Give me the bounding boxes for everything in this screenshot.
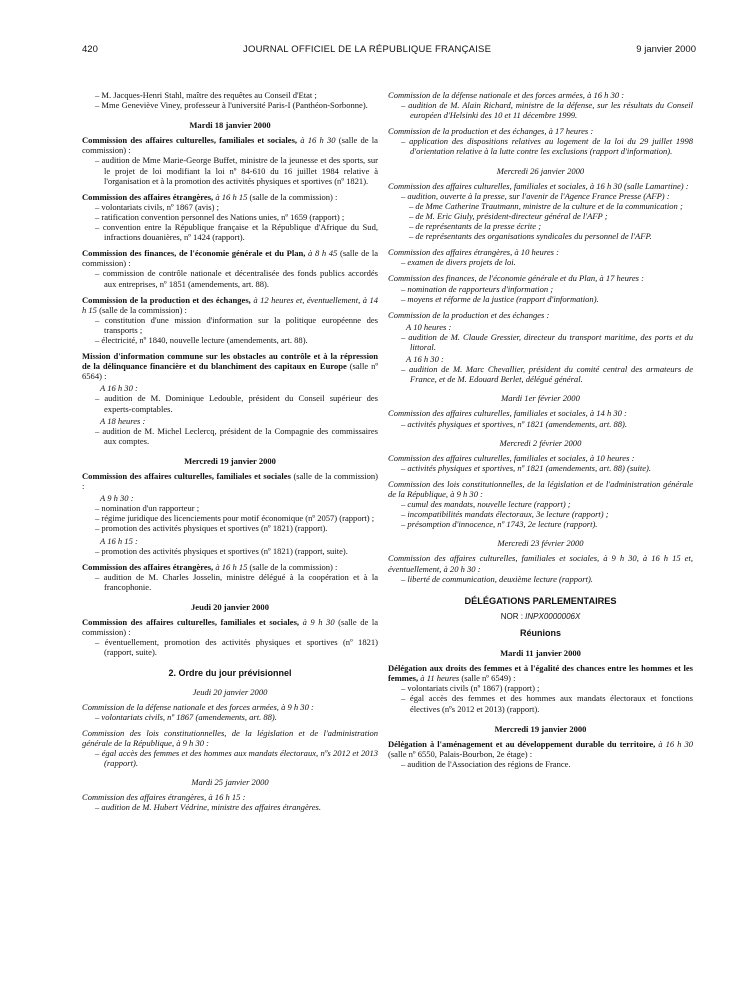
commission-name: Commission des affaires étrangères, [82,561,214,572]
list-item: – Mme Geneviève Viney, professeur à l'université Paris-I (Panthéon-Sorbonne). [82,100,378,110]
commission-entry: Commission des affaires étrangères, à 10 heures : [388,247,559,258]
list-item: – ratification convention personnel des Nations unies, nº 1659 (rapport) ; [82,212,378,222]
list-item: – commission de contrôle nationale et décentralisée des fonds publics accordés aux entreprises, nº 1851 (amendements, art. 88). [82,268,378,288]
date-heading: Mardi 18 janvier 2000 [189,120,271,131]
commission-name: Commission de la production et des échanges, [82,294,251,305]
list-item: – nomination de rapporteurs d'information ; [388,284,693,294]
list-item: – électricité, nº 1840, nouvelle lecture (amendements, art. 88). [82,335,378,345]
list-item: – moyens et réforme de la justice (rapport d'information). [388,294,693,304]
commission-name: Délégation aux droits des femmes et à l'égalité des chances entre les hommes et les femmes, [388,663,693,684]
session-time: à 16 h 30 [658,738,693,749]
commission-entry: Commission de la production et des échanges, à 17 heures : [388,126,594,137]
list-item: – audition de M. Charles Josselin, ministre délégué à la coopération et à la francophonie. [82,572,378,592]
list-item: – liberté de communication, deuxième lecture (rapport). [388,574,693,584]
list-item: – audition de M. Alain Richard, ministre de la défense, sur les résultats du Conseil européen d'Helsinki des 10 et 11 décembre 1999. [388,100,693,120]
commission-name: Commission des affaires culturelles, familiales et sociales [82,471,291,481]
list-item: – volontariats civils (nº 1867) (rapport) ; [388,683,693,693]
left-column [82,90,378,813]
date-heading: Mercredi 26 janvier 2000 [496,165,585,176]
commission-name: Commission des finances, de l'économie générale et du Plan, [82,248,306,259]
commission-entry [388,663,693,683]
commission-entry: Commission des lois constitutionnelles, de la législation et de l'administration générale de la République, à 9 h 30 : [388,478,693,499]
list-item: – cumul des mandats, nouvelle lecture (rapport) ; [388,499,693,509]
list-item: – volontariats civils, nº 1867 (amendements, art. 88). [82,712,378,722]
commission-entry: Commission de la défense nationale et des forces armées, à 9 h 30 : [82,701,314,712]
list-item: – activités physiques et sportives, nº 1821 (amendements, art. 88). [388,419,693,429]
session-room: (salle nº 6564) : [82,361,378,382]
commission-entry: Commission des affaires étrangères, à 16 h 15 : [82,792,246,803]
date-heading: Mercredi 23 février 2000 [497,538,584,549]
list-item: – audition de M. Claude Gressier, directeur du transport maritime, des ports et du littoral. [388,332,693,352]
list-item: – activités physiques et sportives, nº 1821 (amendements, art. 88) (suite). [388,463,693,473]
commission-name: Commission des affaires étrangères, [82,191,214,202]
list-item: – égal accès des femmes et des hommes aux mandats électoraux, nºs 2012 et 2013 (rapport). [82,748,378,768]
page-number: 420 [82,43,98,55]
commission-entry [82,471,378,491]
list-item: – examen de divers projets de loi. [388,257,693,267]
date-heading: Mercredi 19 janvier 2000 [494,723,587,734]
journal-title: JOURNAL OFFICIEL DE LA RÉPUBLIQUE FRANÇAISE [243,43,492,55]
commission-entry [82,135,378,155]
commission-name: Délégation à l'aménagement et au développement durable du territoire, [388,738,656,749]
nor-code: INPX0000006X [525,611,581,621]
list-item: – de Mme Catherine Trautmann, ministre de la culture et de la communication ; [388,201,693,211]
list-item: – nomination d'un rapporteur ; [82,503,378,513]
list-item: – volontariats civils, nº 1867 (avis) ; [82,202,378,212]
session-room: (salle de la commission) : [82,248,378,269]
commission-entry: Commission de la production et des échanges : [388,309,550,320]
list-item: – de M. Eric Giuly, président-directeur général de l'AFP ; [388,211,693,221]
session-time: à 16 h 30 [300,135,336,146]
commission-entry [82,192,378,202]
header-date: 9 janvier 2000 [636,43,696,55]
time-slot: A 18 heures : [100,415,146,426]
commission-name: Commission des affaires culturelles, familiales et sociales, [82,617,300,628]
date-heading: Jeudi 20 janvier 2000 [192,686,268,697]
commission-entry: Commission des affaires culturelles, familiales et sociales, à 9 h 30, à 16 h 15 et, éventuellement, à 20 h 30 : [388,553,693,574]
date-heading: Mercredi 19 janvier 2000 [184,455,276,466]
time-slot: A 16 h 30 : [100,383,138,394]
session-time: à 16 h 15 [215,561,248,572]
session-room: (salle de la commission) : [249,561,338,572]
list-item: – de représentants de la presse écrite ; [388,221,693,231]
list-item: – régime juridique des licenciements pour motif économique (nº 2057) (rapport) ; [82,513,378,523]
commission-entry [82,295,378,315]
subsection-heading: Réunions [519,627,561,638]
commission-entry: Commission des affaires culturelles, familiales et sociales, à 16 h 30 (salle Lamartine) : [388,180,689,191]
commission-name: Mission d'information commune sur les obstacles au contrôle et à la répression de la délinquance financière et du blanchiment des capitaux en Europe [82,351,378,372]
session-time: à 11 heures [420,673,460,684]
session-room: (salle nº 6549) : [461,673,516,684]
nor-reference [388,612,693,622]
nor-label: NOR : [500,611,523,621]
commission-entry: Commission des affaires culturelles, familiales et sociales, à 10 heures : [388,452,635,463]
list-item: – de représentants des organisations syndicales du personnel de l'AFP. [388,231,693,241]
time-slot: A 10 heures : [406,321,452,332]
right-column [388,90,693,769]
list-item: – audition de M. Marc Chevallier, président du comité central des armateurs de France, et de M. Edouard Berlet, délégué général. [388,364,693,384]
session-time: à 9 h 30 [302,617,335,628]
date-heading: Mercredi 2 février 2000 [499,437,582,448]
session-time: à 16 h 15 [215,191,248,202]
list-item: – audition, ouverte à la presse, sur l'avenir de l'Agence France Presse (AFP) : [388,191,693,201]
list-item: – audition de Mme Marie-George Buffet, ministre de la jeunesse et des sports, sur le projet de loi modifiant la loi nº 84-610 du 16 juillet 1984 relative à l'organisation et à la promotion des activités physiques et sportives (nº 1821). [82,155,378,185]
page-header [82,42,696,56]
session-room: (salle de la commission) : [82,617,378,638]
date-heading: Mardi 1er février 2000 [501,393,580,404]
commission-entry [82,248,378,268]
list-item: – application des dispositions relatives au logement de la loi du 29 juillet 1998 d'orientation relative à la lutte contre les exclusions (rapport d'information). [388,136,693,156]
intro-list [82,90,378,110]
commission-entry: Commission de la défense nationale et des forces armées, à 16 h 30 : [388,90,625,100]
session-time: à 8 h 45 [308,248,338,259]
list-item: – constitution d'une mission d'information sur la politique européenne des transports ; [82,315,378,335]
session-room: (salle de la commission) : [249,191,338,202]
session-room: (salle de la commission) : [99,304,187,315]
time-slot: A 9 h 30 : [100,493,134,504]
list-item: – M. Jacques-Henri Stahl, maître des requêtes au Conseil d'Etat ; [82,90,378,100]
session-room: (salle de la commission) : [82,135,378,156]
list-item: – incompatibilités mandats électoraux, 3e lecture (rapport) ; [388,509,693,519]
list-item: – éventuellement, promotion des activités physiques et sportives (nº 1821) (rapport, suite). [82,637,378,657]
date-heading: Mardi 25 janvier 2000 [191,777,269,788]
commission-entry [82,617,378,637]
list-item: – audition de M. Michel Leclercq, président de la Compagnie des commissaires aux comptes. [82,426,378,446]
list-item: – convention entre la République française et la République d'Afrique du Sud, infractions douanières, nº 1424 (rapport). [82,222,378,242]
time-slot: A 16 h 30 : [406,354,444,365]
commission-entry: Commission des finances, de l'économie générale et du Plan, à 17 heures : [388,273,644,284]
date-heading: Mardi 11 janvier 2000 [500,648,581,659]
list-item: – promotion des activités physiques et sportives (nº 1821) (rapport, suite). [82,546,378,556]
list-item: – promotion des activités physiques et sportives (nº 1821) (rapport). [82,523,378,533]
commission-entry [82,562,378,572]
commission-name: Commission des affaires culturelles, familiales et sociales, [82,135,298,146]
commission-entry [82,351,378,381]
time-slot: A 16 h 15 : [100,535,138,546]
list-item: – audition de M. Hubert Védrine, ministre des affaires étrangères. [82,802,378,812]
commission-entry: Commission des affaires culturelles, familiales et sociales, à 14 h 30 : [388,408,627,419]
commission-entry: Commission des lois constitutionnelles, de la législation et de l'administration générale de la République, à 9 h 30 : [82,727,378,748]
session-time: à 12 heures et, éventuellement, à 14 h 15 [82,294,378,315]
section-heading: 2. Ordre du jour prévisionnel [168,667,292,678]
list-item: – présomption d'innocence, nº 1743, 2e lecture (rapport). [388,519,693,529]
list-item: – égal accès des femmes et des hommes aux mandats électoraux et fonctions électives (nºs 2012 et 2013) (rapport). [388,693,693,713]
date-heading: Jeudi 20 janvier 2000 [191,602,269,613]
list-item: – audition de l'Association des régions de France. [388,759,693,769]
section-heading: DÉLÉGATIONS PARLEMENTAIRES [464,595,617,606]
list-item: – audition de M. Dominique Ledouble, président du Conseil supérieur des experts-comptables. [82,393,378,413]
session-room: (salle nº 6550, Palais-Bourbon, 2e étage) : [388,748,533,759]
session-room: (salle de la commission) : [82,471,378,492]
commission-entry [388,739,693,759]
